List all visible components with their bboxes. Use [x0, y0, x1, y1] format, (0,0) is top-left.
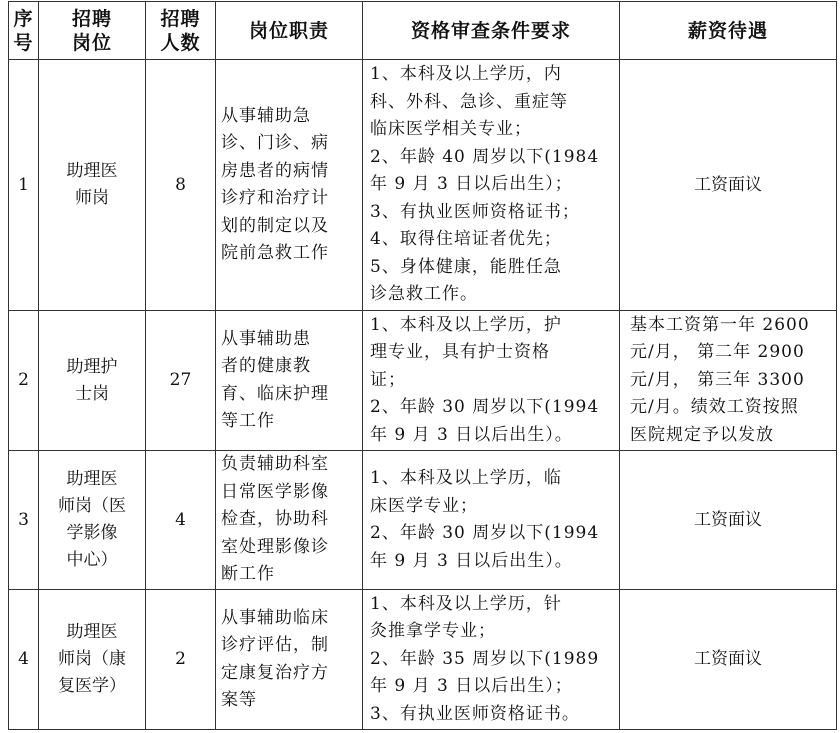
row-number: 2	[9, 311, 39, 451]
salary-line: 医院规定予以发放	[630, 424, 774, 445]
duty-cell	[216, 60, 363, 311]
salary-cell	[620, 60, 837, 311]
requirement-line: 诊急救工作。	[370, 284, 478, 305]
duty-line: 院前急救工作	[221, 243, 329, 263]
requirement-line: 1、本科及以上学历，护	[370, 314, 562, 335]
header-position	[39, 2, 146, 60]
headcount: 4	[146, 451, 216, 590]
position-line: 助理医	[66, 161, 118, 181]
duty-line: 房患者的病情	[221, 160, 329, 181]
requirement-line: 证；	[370, 369, 406, 390]
header-text: 招聘	[160, 7, 201, 30]
salary-cell	[620, 590, 837, 730]
header-requirements: 资格审查条件要求	[363, 2, 620, 60]
duty-line: 室处理影像诊	[221, 536, 329, 557]
requirement-line: 年 9 月 3 日以后出生）。	[370, 424, 573, 445]
duty-line: 诊、门诊、病	[221, 133, 329, 153]
requirement-line: 1、本科及以上学历，针	[370, 593, 562, 614]
requirements-cell	[363, 451, 620, 590]
row-number: 3	[9, 451, 39, 590]
salary-line: 工资面议	[694, 509, 762, 530]
header-no	[9, 2, 39, 60]
position-line: 助理医	[66, 469, 118, 489]
salary-cell	[620, 311, 837, 451]
duty-line: 日常医学影像	[221, 481, 329, 502]
requirement-line: 科、外科、急诊、重症等	[370, 91, 568, 112]
requirement-line: 2、年龄 30 周岁以下(1994	[370, 397, 600, 418]
duty-line: 从事辅助急	[221, 105, 311, 126]
position-cell	[39, 311, 146, 451]
requirement-line: 年 9 月 3 日以后出生）；	[370, 174, 573, 195]
position-line: 士岗	[75, 383, 109, 404]
salary-line: 工资面议	[694, 174, 762, 195]
position-line: 中心）	[66, 550, 118, 570]
header-text: 号	[13, 31, 34, 54]
duty-line: 定康复治疗方	[221, 662, 329, 683]
requirement-line: 3、有执业医师资格证书；	[370, 201, 580, 222]
requirements-cell	[363, 60, 620, 311]
table-body	[9, 60, 837, 730]
duty-cell	[216, 311, 363, 451]
table-row	[9, 451, 837, 590]
header-count	[146, 2, 216, 60]
salary-line: 元/月。绩效工资按照	[630, 397, 799, 418]
header-text: 人数	[160, 31, 201, 54]
header-text: 招聘	[71, 7, 112, 30]
salary-line: 元/月， 第三年 3300	[630, 369, 805, 390]
recruitment-table	[8, 1, 837, 730]
salary-line: 基本工资第一年 2600	[630, 314, 810, 335]
duty-line: 从事辅助临床	[221, 607, 329, 628]
header-salary: 薪资待遇	[620, 2, 837, 60]
table-row	[9, 590, 837, 730]
table-row	[9, 311, 837, 451]
requirement-line: 临床医学相关专业；	[370, 119, 532, 140]
position-cell	[39, 451, 146, 590]
duty-line: 诊疗评估，制	[221, 635, 329, 655]
requirement-line: 2、年龄 40 周岁以下(1984	[370, 146, 600, 167]
position-line: 助理医	[66, 622, 118, 642]
requirement-line: 2、年龄 30 周岁以下(1994	[370, 523, 600, 543]
headcount: 2	[146, 590, 216, 730]
requirement-line: 1、本科及以上学历，内	[370, 64, 562, 85]
position-line: 助理护	[66, 356, 118, 377]
salary-line: 工资面议	[694, 649, 762, 669]
salary-line: 元/月， 第二年 2900	[630, 342, 805, 363]
header-row	[9, 2, 837, 60]
requirement-line: 3、有执业医师资格证书。	[370, 703, 580, 724]
headcount: 8	[146, 60, 216, 311]
header-duty: 岗位职责	[216, 2, 363, 60]
requirement-line: 灸推拿学专业；	[370, 621, 496, 642]
position-cell	[39, 60, 146, 311]
duty-line: 划的制定以及	[221, 215, 329, 236]
duty-line: 等工作	[221, 411, 275, 431]
position-line: 师岗（康	[58, 649, 126, 669]
requirements-cell	[363, 590, 620, 730]
duty-line: 诊疗和治疗计	[221, 188, 329, 208]
position-line: 师岗	[75, 188, 109, 208]
requirement-line: 2、年龄 35 周岁以下(1989	[370, 648, 600, 669]
header-text: 岗位	[71, 31, 112, 54]
duty-cell	[216, 590, 363, 730]
row-number: 1	[9, 60, 39, 311]
duty-line: 案等	[221, 690, 257, 710]
requirement-line: 1、本科及以上学历，临	[370, 468, 562, 488]
duty-cell	[216, 451, 363, 590]
requirement-line: 床医学专业；	[370, 495, 478, 516]
duty-line: 从事辅助患	[221, 328, 311, 349]
duty-line: 检查，协助科	[221, 509, 329, 530]
requirement-line: 年 9 月 3 日以后出生）；	[370, 676, 573, 697]
headcount: 27	[146, 311, 216, 451]
position-line: 复医学）	[58, 676, 126, 696]
position-cell	[39, 590, 146, 730]
position-line: 师岗（医	[58, 496, 126, 516]
header-text: 序	[13, 7, 34, 30]
table-row	[9, 60, 837, 311]
duty-line: 者的健康教	[221, 356, 311, 376]
position-line: 学影像	[66, 523, 118, 543]
requirement-line: 年 9 月 3 日以后出生）。	[370, 550, 573, 571]
requirement-line: 理专业，具有护士资格	[370, 342, 550, 363]
duty-line: 育、临床护理	[221, 383, 329, 404]
requirement-line: 5、身体健康，能胜任急	[370, 256, 562, 277]
duty-line: 负责辅助科室	[221, 454, 329, 475]
requirements-cell	[363, 311, 620, 451]
requirement-line: 4、取得住培证者优先；	[370, 229, 562, 250]
salary-cell	[620, 451, 837, 590]
row-number: 4	[9, 590, 39, 730]
duty-line: 断工作	[221, 564, 275, 585]
